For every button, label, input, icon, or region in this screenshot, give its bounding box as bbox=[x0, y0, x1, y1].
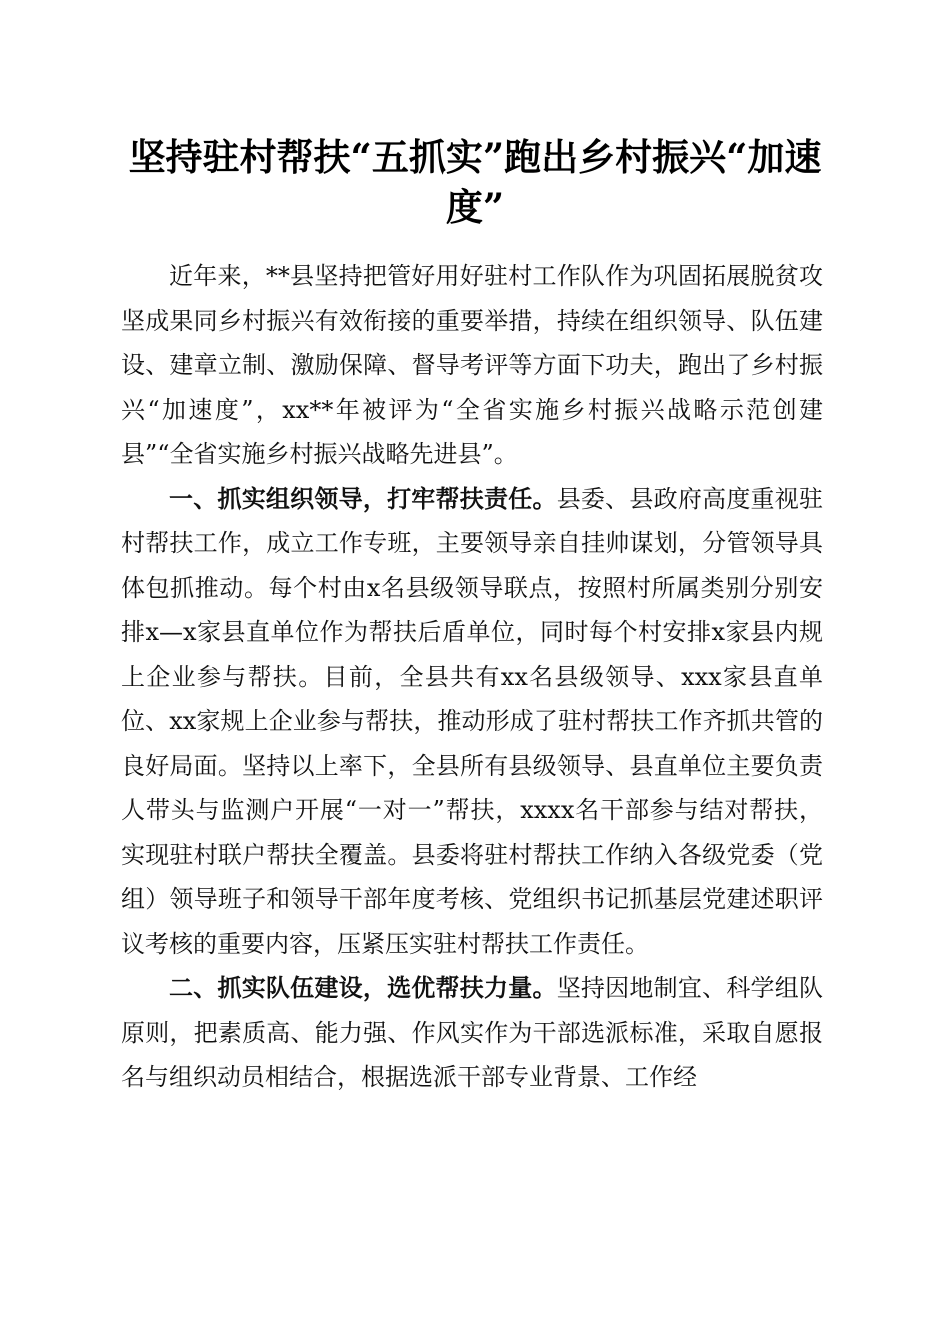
intro-paragraph: 近年来，**县坚持把管好用好驻村工作队作为巩固拓展脱贫攻坚成果同乡村振兴有效衔接的重要举措，持续在组织领导、队伍建设、建章立制、激励保障、督导考评等方面下功夫，跑出了乡村振兴“加速度”，xx**年被评为“全省实施乡村振兴战略示范创建县”“全省实施乡村振兴战略先进县”。 bbox=[121, 262, 823, 468]
section-heading-2: 二、抓实队伍建设，选优帮扶力量。 bbox=[169, 974, 557, 1002]
document-title: 坚持驻村帮扶“五抓实”跑出乡村振兴“加速度” bbox=[128, 135, 822, 229]
document-body bbox=[121, 254, 823, 1100]
section-paragraph-2 bbox=[121, 966, 823, 1100]
section-paragraph-1 bbox=[121, 477, 823, 967]
section-heading-1: 一、抓实组织领导，打牢帮扶责任。 bbox=[169, 484, 557, 513]
section-text-1: 县委、县政府高度重视驻村帮扶工作，成立工作专班，主要领导亲自挂帅谋划，分管领导具体包抓推动。每个村由x名县级领导联点，按照村所属类别分别安排x—x家县直单位作为帮扶后盾单位，同时每个村安排x家县内规上企业参与帮扶。目前，全县共有xx名县级领导、xxx家县直单位、xx家规上企业参与帮扶，推动形成了驻村帮扶工作齐抓共管的良好局面。坚持以上率下，全县所有县级领导、县直单位主要负责人带头与监测户开展“一对一”帮扶，xxxx名干部参与结对帮扶，实现驻村联户帮扶全覆盖。县委将驻村帮扶工作纳入各级党委（党组）领导班子和领导干部年度考核、党组织书记抓基层党建述职评议考核的重要内容，压紧压实驻村帮扶工作责任。 bbox=[121, 484, 824, 958]
section-text-2: 坚持因地制宜、科学组队原则，把素质高、能力强、作风实作为干部选派标准，采取自愿报名与组织动员相结合，根据选派干部专业背景、工作经 bbox=[121, 974, 824, 1091]
